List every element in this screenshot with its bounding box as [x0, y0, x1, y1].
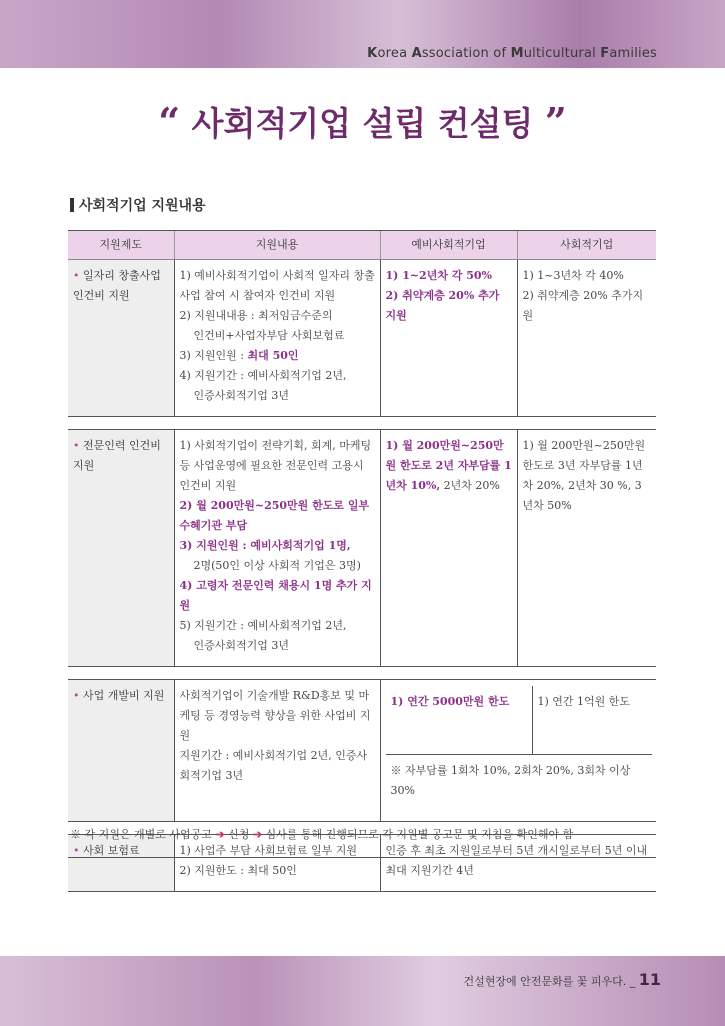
content-line: 2) 지원내내용 : 최저임금수준의: [179, 309, 333, 322]
org-word-4: amilies: [609, 46, 657, 61]
dev-support-cell: [380, 680, 656, 822]
bullet-icon: •: [73, 439, 80, 452]
content-text: 3) 지원인원 :: [179, 349, 248, 362]
footnote: [70, 826, 656, 842]
category-cell: [68, 680, 174, 822]
content-line: [180, 346, 376, 366]
highlight-text: 1) 연간 5000만원 한도: [390, 695, 510, 708]
table-header-row: [68, 231, 656, 260]
content-line: 1) 1~2년차 각 50%: [385, 269, 493, 282]
org-initial-k: K: [367, 46, 378, 61]
support-table: [68, 230, 656, 892]
org-initial-f: F: [600, 46, 610, 61]
footnote-text: 신청: [224, 828, 253, 841]
social-cell: [532, 686, 652, 755]
content-cell: [174, 835, 380, 892]
close-quote: ”: [544, 99, 567, 144]
section-heading: [70, 195, 206, 215]
content-line: 4) 고령자 전문인력 채용시 1명 추가 지원: [179, 579, 372, 612]
content-text: 2년차 20%: [440, 479, 500, 492]
pre-social-cell: [380, 430, 517, 667]
footer-slogan: 건설현장에 안전문화를 꽃 피우다. _: [463, 975, 639, 988]
org-word-1: orea: [377, 46, 412, 61]
content-line: 인증사회적기업 3년: [193, 389, 290, 402]
content-line: 4) 지원기간 : 예비사회적기업 2년,: [179, 369, 347, 382]
table-row: [68, 680, 656, 822]
content-cell: [174, 430, 380, 667]
organization-name: [367, 46, 657, 61]
category-cell: [68, 260, 174, 417]
category-cell: [68, 430, 174, 667]
dev-support-subtable: [386, 686, 653, 811]
merged-cell: [380, 835, 656, 892]
content-cell: [174, 680, 380, 822]
column-header: 지원내용: [174, 231, 380, 260]
content-line: 2명(50인 이상 사회적 기업은 3명): [193, 559, 361, 572]
table-row: [68, 260, 656, 417]
content-line: 3) 지원인원 : 예비사회적기업 1명,: [179, 539, 351, 552]
pre-social-cell: [380, 260, 517, 417]
org-initial-a: A: [411, 46, 422, 61]
highlight-text: 최대 50인: [247, 349, 299, 362]
bullet-icon: •: [73, 269, 80, 282]
content-line: 지원기간 : 예비사회적기업 2년, 인증사회적기업 3년: [179, 749, 368, 782]
column-header: 사회적기업: [517, 231, 656, 260]
bottom-decorative-band: [0, 956, 725, 1026]
category-label: 일자리 창출사업 인건비 지원: [73, 269, 161, 302]
content-line: 인증사회적기업 3년: [193, 639, 290, 652]
content-line: 2) 지원한도 : 최대 50인: [179, 864, 297, 877]
content-cell: [174, 260, 380, 417]
category-label: 사업 개발비 지원: [83, 689, 165, 702]
social-cell: [517, 260, 656, 417]
social-cell: [517, 430, 656, 667]
footer: [463, 970, 661, 989]
arrow-right-icon: ➔: [215, 828, 225, 841]
content-line: 2) 월 200만원~250만원 한도로 일부 수혜기관 부담: [179, 499, 370, 532]
heading-bar-icon: [70, 198, 74, 212]
pre-social-cell: [386, 686, 533, 755]
content-line: 1) 월 200만원~250만원 한도로 3년 자부담률 1년차 20%, 2년차 30 %, 3년차 50%: [522, 439, 646, 512]
content-line: 사회적기업이 기술개발 R&D홍보 및 마케팅 등 경영능력 향상을 위한 사업비 지원: [179, 689, 371, 742]
arrow-right-icon: ➔: [252, 828, 263, 841]
content-line: 5) 지원기간 : 예비사회적기업 2년,: [179, 619, 347, 632]
highlight-text: 1) 월 200만원~250만원 한도로 2년 자부담률 1년차 10%,: [385, 439, 512, 492]
column-header: 예비사회적기업: [380, 231, 517, 260]
content-line: 인증 후 최초 지원일로부터 5년 개시일로부터 5년 이내 최대 지원기간 4년: [385, 844, 648, 877]
content-line: 1) 예비사회적기업이 사회적 일자리 창출사업 참여 시 참여자 인건비 지원: [179, 269, 375, 302]
content-line: 1) 사업주 부담 사회보험료 일부 지원: [179, 844, 358, 857]
row-separator: [68, 667, 656, 680]
content-text: 1) 연간 1억원 한도: [537, 695, 631, 708]
bullet-icon: •: [73, 844, 80, 857]
note-text: ※ 자부담률 1회차 10%, 2회차 20%, 3회차 이상30%: [390, 764, 631, 797]
org-initial-m: M: [510, 46, 524, 61]
table-row: [68, 835, 656, 892]
content-line: 인건비+사업자부담 사회보험료: [193, 329, 345, 342]
content-line: 1) 1~3년차 각 40%: [522, 269, 624, 282]
content-line: 2) 취약계층 20% 추가 지원: [385, 289, 500, 322]
category-cell: [68, 835, 174, 892]
section-heading-text: 사회적기업 지원내용: [79, 198, 206, 214]
page-title-text: 사회적기업 설립 컨설팅: [191, 104, 534, 143]
category-label: 사회 보험료: [83, 844, 140, 857]
table-row: [68, 430, 656, 667]
org-word-3: ulticultural: [523, 46, 601, 61]
bullet-icon: •: [73, 689, 80, 702]
content-line: 2) 취약계층 20% 추가지원: [522, 289, 644, 322]
footnote-divider: [68, 857, 656, 858]
page-number: 11: [638, 970, 661, 989]
note-cell: [386, 755, 653, 812]
footnote-text: ※ 각 지원은 개별로 사업공고: [70, 828, 216, 841]
open-quote: “: [158, 99, 181, 144]
page-title: [0, 98, 725, 145]
row-separator: [68, 417, 656, 430]
column-header: 지원제도: [68, 231, 174, 260]
content-line: 1) 사회적기업이 전략기획, 회계, 마케팅 등 사업운영에 필요한 전문인력 고용시 인건비 지원: [179, 439, 372, 492]
category-label: 전문인력 인건비 지원: [73, 439, 161, 472]
footnote-text: 심사를 통해 진행되므로 각 지원별 공고문 및 지침을 확인해야 함: [262, 828, 574, 841]
org-word-2: ssociation of: [421, 46, 511, 61]
